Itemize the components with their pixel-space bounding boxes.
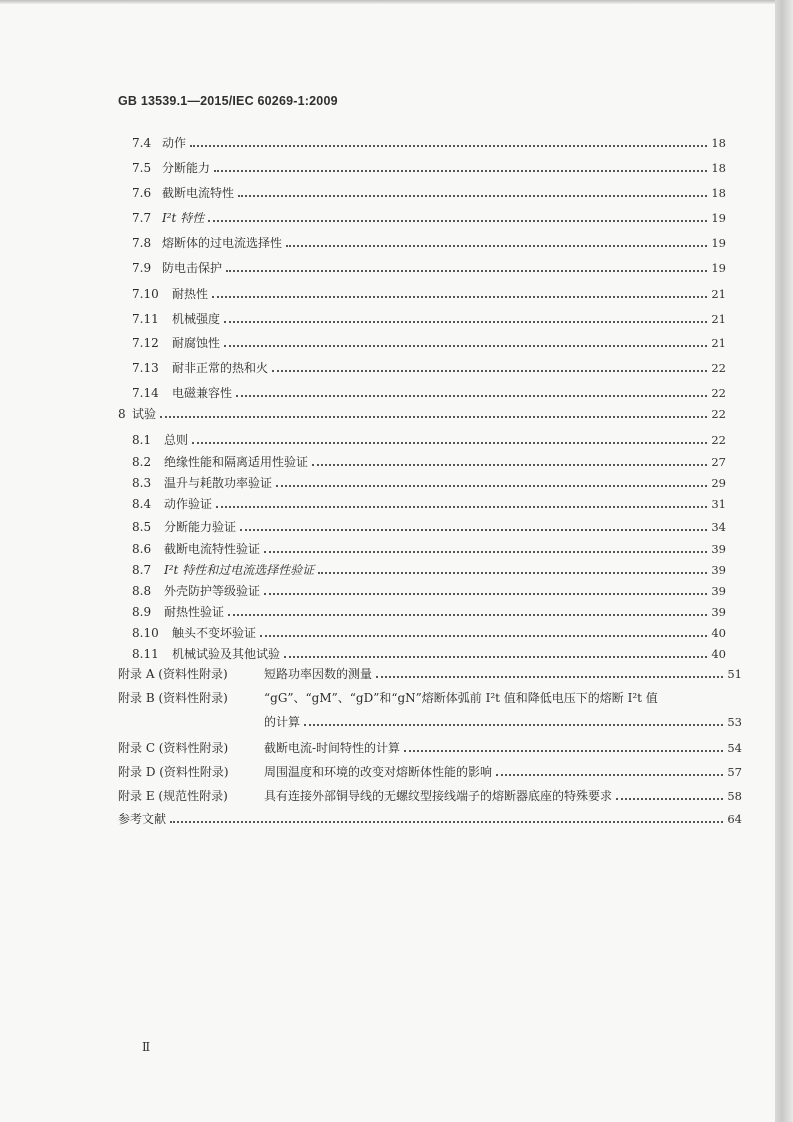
toc-entry-chapter[interactable] [118, 401, 726, 421]
standard-header: GB 13539.1—2015/IEC 60269-1:2009 [118, 94, 338, 108]
toc-entry-title: 机械试验及其他试验 [172, 647, 281, 661]
toc-entry[interactable] [132, 130, 726, 150]
leader-dots [170, 821, 723, 823]
leader-dots [240, 529, 707, 531]
toc-entry-title: I²t 特性 [162, 211, 205, 225]
leader-dots [276, 485, 707, 487]
leader-dots [376, 676, 723, 678]
toc-entry[interactable] [132, 599, 726, 619]
toc-entry-title: 截断电流特性 [162, 186, 235, 200]
page-number-roman: Ⅱ [142, 1040, 151, 1054]
toc-entry-page: 22 [711, 361, 726, 375]
references-title: 参考文献 [118, 812, 167, 826]
annex-title: 周围温度和环境的改变对熔断体性能的影响 [264, 765, 493, 779]
annex-title: “gG”、“gM”、“gD”和“gN”熔断体弧前 I²t 值和降低电压下的熔断 I²t 值 [264, 691, 658, 705]
leader-dots [190, 145, 707, 147]
toc-entry-number: 7.13 [132, 361, 159, 375]
leader-dots [496, 774, 723, 776]
toc-entry-title: 分断能力 [162, 161, 211, 175]
toc-entry[interactable] [132, 536, 726, 556]
toc-entry-title: 电磁兼容性 [172, 386, 233, 400]
toc-entry[interactable] [132, 557, 726, 577]
annex-label: 附录 D (资料性附录) [118, 765, 229, 779]
toc-entry-title: 熔断体的过电流选择性 [162, 236, 283, 250]
toc-entry[interactable] [132, 514, 726, 534]
leader-dots [284, 656, 707, 658]
toc-entry-number: 8.1 [132, 433, 152, 447]
toc-entry[interactable] [132, 306, 726, 326]
toc-entry-number: 8.7 [132, 563, 152, 577]
toc-entry[interactable] [132, 380, 726, 400]
toc-entry-number: 7.9 [132, 261, 152, 275]
toc-entry-title: 温升与耗散功率验证 [164, 476, 273, 490]
toc-entry-page: 39 [711, 563, 726, 577]
toc-entry-page: 27 [711, 455, 726, 469]
toc-entry-number: 8.11 [132, 647, 159, 661]
toc-entry-page: 19 [711, 236, 726, 250]
toc-entry-number: 7.8 [132, 236, 152, 250]
toc-entry-page: 29 [711, 476, 726, 490]
leader-dots [160, 416, 707, 418]
annex-title: 短路功率因数的测量 [264, 667, 373, 681]
scan-top-edge [0, 0, 775, 4]
toc-entry-title: 绝缘性能和隔离适用性验证 [164, 455, 309, 469]
leader-dots [228, 614, 707, 616]
annex-title: 截断电流-时间特性的计算 [264, 741, 401, 755]
leader-dots [226, 270, 707, 272]
toc-entry-page: 21 [711, 287, 726, 301]
toc-entry-page: 40 [711, 626, 726, 640]
toc-entry-page: 19 [711, 261, 726, 275]
annex-page: 53 [727, 715, 742, 729]
toc-entry-number: 8.4 [132, 497, 152, 511]
leader-dots [404, 750, 723, 752]
toc-references[interactable] [118, 806, 742, 826]
leader-dots [616, 798, 723, 800]
toc-entry-number: 8.5 [132, 520, 152, 534]
annex-page: 51 [727, 667, 742, 681]
toc-entry-number: 8.9 [132, 605, 152, 619]
annex-page: 57 [727, 765, 742, 779]
annex-title: 具有连接外部铜导线的无螺纹型接线端子的熔断器底座的特殊要求 [264, 789, 613, 803]
toc-entry-title: 总则 [164, 433, 189, 447]
leader-dots [208, 220, 707, 222]
toc-entry[interactable] [132, 641, 726, 661]
toc-entry-number: 8.3 [132, 476, 152, 490]
toc-entry-title: 机械强度 [172, 312, 221, 326]
toc-entry-number: 7.11 [132, 312, 159, 326]
toc-entry[interactable] [132, 230, 726, 250]
toc-entry-page: 19 [711, 211, 726, 225]
toc-annex-c[interactable] [118, 735, 742, 755]
toc-entry-page: 18 [711, 186, 726, 200]
leader-dots [318, 572, 707, 574]
toc-entry-page: 40 [711, 647, 726, 661]
leader-dots [216, 506, 707, 508]
toc-entry-page: 31 [711, 497, 726, 511]
toc-entry-title: 动作 [162, 136, 187, 150]
annex-label: 附录 B (资料性附录) [118, 691, 228, 705]
annex-page: 54 [727, 741, 742, 755]
toc-entry-title: 耐热性验证 [164, 605, 225, 619]
toc-annex-a[interactable] [118, 661, 742, 681]
toc-entry[interactable] [132, 427, 726, 447]
toc-entry[interactable] [132, 205, 726, 225]
toc-entry-page: 21 [711, 336, 726, 350]
toc-entry-title: 截断电流特性验证 [164, 542, 261, 556]
annex-label: 附录 A (资料性附录) [118, 667, 228, 681]
toc-entry-page: 34 [711, 520, 726, 534]
scan-right-edge [775, 0, 793, 1122]
toc-entry-number: 7.4 [132, 136, 152, 150]
toc-annex-b[interactable] [118, 685, 742, 705]
toc-entry-page: 22 [711, 433, 726, 447]
toc-entry-number: 7.5 [132, 161, 152, 175]
leader-dots [192, 442, 707, 444]
leader-dots [312, 464, 707, 466]
leader-dots [260, 635, 707, 637]
toc-entry-page: 21 [711, 312, 726, 326]
toc-entry[interactable] [132, 355, 726, 375]
toc-entry[interactable] [132, 491, 726, 511]
toc-entry-page: 39 [711, 584, 726, 598]
toc-entry-number: 7.6 [132, 186, 152, 200]
toc-entry-title: 试验 [132, 407, 157, 421]
toc-entry-number: 8.2 [132, 455, 152, 469]
toc-entry-number: 8.8 [132, 584, 152, 598]
toc-entry-title: 防电击保护 [162, 261, 223, 275]
leader-dots [224, 321, 707, 323]
toc-entry[interactable] [132, 620, 726, 640]
toc-entry-page: 22 [711, 386, 726, 400]
toc-entry-title: 耐腐蚀性 [172, 336, 221, 350]
toc-entry-title: 耐热性 [172, 287, 209, 301]
annex-label: 附录 E (规范性附录) [118, 789, 228, 803]
annex-page: 58 [727, 789, 742, 803]
toc-annex-b-continuation[interactable] [264, 709, 742, 729]
toc-annex-e[interactable] [118, 783, 742, 803]
toc-entry[interactable] [132, 180, 726, 200]
leader-dots [238, 195, 707, 197]
leader-dots [236, 395, 707, 397]
annex-label: 附录 C (资料性附录) [118, 741, 229, 755]
toc-entry-title: 动作验证 [164, 497, 213, 511]
toc-entry[interactable] [132, 281, 726, 301]
toc-entry[interactable] [132, 255, 726, 275]
toc-entry[interactable] [132, 155, 726, 175]
toc-entry-title: 外壳防护等级验证 [164, 584, 261, 598]
toc-entry[interactable] [132, 578, 726, 598]
leader-dots [224, 345, 707, 347]
toc-entry-number: 8 [118, 407, 126, 421]
leader-dots [212, 296, 707, 298]
toc-entry-title: 分断能力验证 [164, 520, 237, 534]
leader-dots [304, 724, 723, 726]
leader-dots [264, 593, 707, 595]
toc-annex-d[interactable] [118, 759, 742, 779]
toc-entry[interactable] [132, 449, 726, 469]
leader-dots [286, 245, 707, 247]
leader-dots [264, 551, 707, 553]
toc-entry-title: I²t 特性和过电流选择性验证 [164, 563, 315, 577]
toc-entry-page: 18 [711, 161, 726, 175]
toc-entry-number: 7.7 [132, 211, 152, 225]
leader-dots [272, 370, 707, 372]
toc-entry-title: 触头不变坏验证 [172, 626, 257, 640]
toc-entry-page: 39 [711, 605, 726, 619]
toc-entry[interactable] [132, 330, 726, 350]
leader-dots [214, 170, 707, 172]
toc-entry-number: 7.10 [132, 287, 159, 301]
toc-entry-page: 22 [711, 407, 726, 421]
toc-entry-number: 8.10 [132, 626, 159, 640]
toc-entry-number: 7.14 [132, 386, 159, 400]
references-page: 64 [727, 812, 742, 826]
toc-entry-page: 18 [711, 136, 726, 150]
toc-entry-title: 耐非正常的热和火 [172, 361, 269, 375]
toc-entry[interactable] [132, 470, 726, 490]
toc-entry-page: 39 [711, 542, 726, 556]
toc-entry-number: 8.6 [132, 542, 152, 556]
annex-title-continuation: 的计算 [264, 715, 301, 729]
toc-entry-number: 7.12 [132, 336, 159, 350]
